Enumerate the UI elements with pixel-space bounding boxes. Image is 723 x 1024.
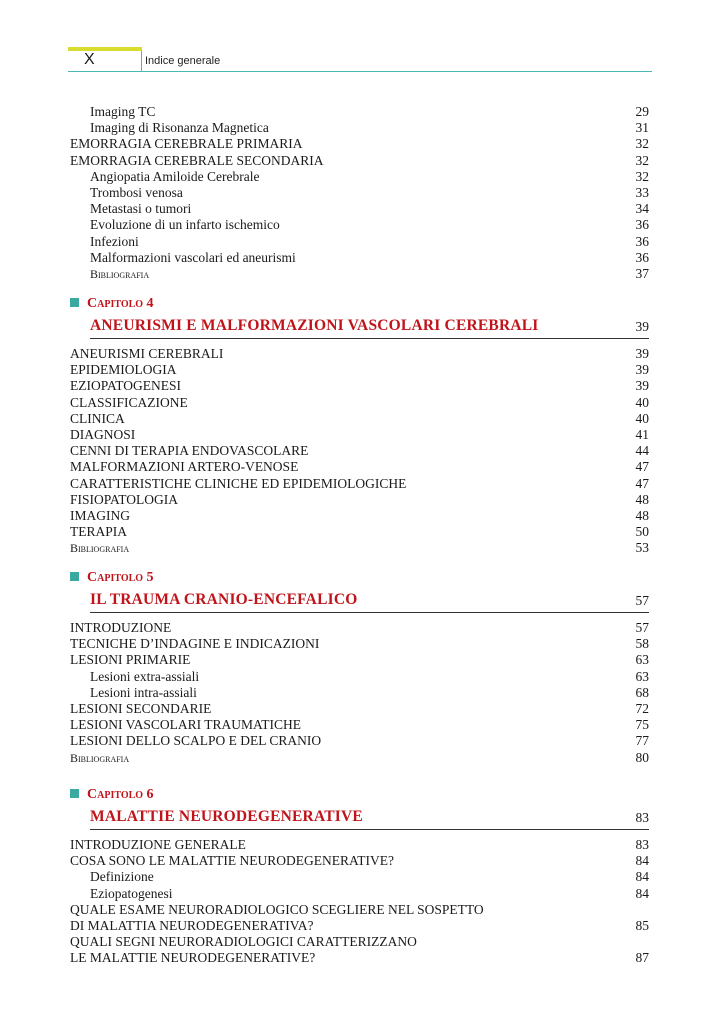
toc-entry[interactable] [0,250,723,266]
toc-entry[interactable] [0,886,723,902]
toc-entry-page: 83 [635,837,649,852]
toc-entry-page: 34 [635,201,649,217]
toc-entry-title: Angiopatia Amiloide Cerebrale [90,168,260,184]
toc-entry-page: 63 [635,668,649,684]
chapter-title: MALATTIE NEURODEGENERATIVE [90,808,363,825]
toc-entry-page: 32 [635,152,649,168]
toc-entry[interactable] [0,346,723,362]
toc-entry-title: QUALI SEGNI NEURORADIOLOGICI CARATTERIZZANO [70,934,417,950]
toc-entry-page: 41 [635,427,649,442]
toc-entry[interactable] [0,902,723,918]
toc-entry-title: CENNI DI TERAPIA ENDOVASCOLARE [70,443,309,459]
toc-entry-title: DI MALATTIA NEURODEGENERATIVA? [70,918,314,933]
toc-entry[interactable] [0,476,723,492]
toc-entry[interactable] [0,104,723,120]
toc-entry-page: 39 [635,378,649,394]
toc-entry-title: Lesioni extra-assiali [90,668,200,684]
toc-entry-page: 57 [635,620,649,635]
toc-entry-title: Metastasi o tumori [90,201,192,217]
toc-entry-title: EZIOPATOGENESI [70,378,182,394]
toc-entry-title: CLASSIFICAZIONE [70,394,188,410]
chapter-rule [90,612,649,613]
toc-entry[interactable] [0,411,723,427]
chapter-label [70,787,154,805]
toc-entry-page: 36 [635,233,649,249]
toc-entry[interactable] [0,701,723,717]
toc-entry[interactable] [0,136,723,152]
toc-entry[interactable] [0,378,723,394]
chapter-title-row[interactable] [0,591,723,613]
chapter-label [70,570,154,588]
toc-entry-page: 85 [635,918,649,933]
toc-entry-title: LE MALATTIE NEURODEGENERATIVE? [70,950,316,966]
toc-entry-page: 68 [635,684,649,700]
toc-entry-page: 32 [635,168,649,184]
toc-entry[interactable] [0,459,723,475]
toc-entry-title: Eziopatogenesi [90,885,173,901]
toc-entry-page: 36 [635,249,649,265]
toc-entry-page: 80 [635,749,649,765]
toc-entry-page: 39 [635,362,649,378]
toc-entry-title: Evoluzione di un infarto ischemico [90,217,280,233]
square-bullet-icon [70,298,79,307]
toc-entry[interactable] [0,733,723,749]
toc-entry[interactable] [0,620,723,636]
toc-entry-title: Imaging di Risonanza Magnetica [90,120,269,136]
toc-entry-page: 77 [635,733,649,749]
chapter-page: 83 [635,810,649,825]
chapter-title: IL TRAUMA CRANIO-ENCEFALICO [90,591,358,608]
toc-entry-page: 53 [635,540,649,556]
toc-entry-page: 84 [635,885,649,901]
toc-entry-title: LESIONI SECONDARIE [70,701,212,716]
toc-entry-title: Bibliografia [90,267,150,281]
chapter-title-row[interactable] [0,317,723,339]
toc-entry-title: Trombosi venosa [90,185,183,200]
chapter-number: Capitolo 4 [87,296,154,311]
chapter-title: ANEURISMI E MALFORMAZIONI VASCOLARI CEREBRALI [90,317,539,334]
toc-entry[interactable] [0,185,723,201]
toc-entry[interactable] [0,153,723,169]
toc-entry[interactable] [0,636,723,652]
toc-entry-page: 63 [635,652,649,668]
toc-entry-page: 84 [635,869,649,885]
toc-entry-title: INTRODUZIONE [70,620,172,635]
toc-entry-title: Definizione [90,869,154,885]
chapter-label [70,296,154,314]
toc-entry[interactable] [0,540,723,556]
chapter-number: Capitolo 5 [87,570,154,585]
toc-entry-page: 33 [635,185,649,200]
toc-entry-title: DIAGNOSI [70,427,136,442]
page-number: X [84,51,95,68]
toc-entry-title: FISIOPATOLOGIA [70,491,179,507]
toc-entry[interactable] [0,443,723,459]
toc-entry-page: 36 [635,217,649,233]
toc-entry-page: 47 [635,475,649,491]
toc-entry-title: INTRODUZIONE GENERALE [70,837,246,852]
toc-entry[interactable] [0,395,723,411]
toc-entry-title: Imaging TC [90,104,156,119]
chapter-rule [90,829,649,830]
toc-entry-title: LESIONI DELLO SCALPO E DEL CRANIO [70,733,322,749]
toc-entry-title: EMORRAGIA CEREBRALE SECONDARIA [70,152,324,168]
toc-entry-page: 50 [635,524,649,540]
toc-entry[interactable] [0,750,723,766]
toc-entry[interactable] [0,120,723,136]
toc-entry[interactable] [0,717,723,733]
toc-entry[interactable] [0,950,723,966]
toc-entry[interactable] [0,869,723,885]
toc-entry[interactable] [0,669,723,685]
toc-entry-page: 44 [635,443,649,459]
toc-entry-title: Malformazioni vascolari ed aneurismi [90,249,296,265]
toc-entry[interactable] [0,217,723,233]
toc-entry-page: 40 [635,410,649,426]
toc-entry-page: 31 [635,120,649,136]
toc-entry[interactable] [0,508,723,524]
toc-entry-page: 39 [635,346,649,361]
toc-entry-page: 72 [635,701,649,716]
toc-entry-title: COSA SONO LE MALATTIE NEURODEGENERATIVE? [70,853,394,869]
toc-entry-title: Bibliografia [70,541,130,556]
toc-entry[interactable] [0,524,723,540]
toc-entry[interactable] [0,837,723,853]
chapter-page: 57 [635,593,649,608]
toc-entry[interactable] [0,234,723,250]
toc-entry-title: TECNICHE D’INDAGINE E INDICAZIONI [70,636,320,652]
chapter-page: 39 [635,319,649,334]
toc-entry[interactable] [0,427,723,443]
toc-entry[interactable] [0,853,723,869]
toc-entry-title: CLINICA [70,410,125,426]
toc-entry-title: EPIDEMIOLOGIA [70,362,177,378]
toc-entry-title: ANEURISMI CEREBRALI [70,346,224,361]
toc-entry-page: 75 [635,717,649,733]
toc-entry-title: TERAPIA [70,524,127,540]
toc-entry[interactable] [0,266,723,282]
toc-entry[interactable] [0,362,723,378]
toc-entry-title: QUALE ESAME NEURORADIOLOGICO SCEGLIERE NEL SOSPETTO [70,901,484,917]
toc-entry-page: 32 [635,136,649,152]
chapter-title-row[interactable] [0,808,723,830]
toc-entry-title: Infezioni [90,233,139,249]
toc-entry-page: 29 [635,104,649,119]
toc-entry[interactable] [0,201,723,217]
toc-entry[interactable] [0,934,723,950]
toc-entry[interactable] [0,169,723,185]
toc-entry-title: Lesioni intra-assiali [90,684,197,700]
chapter-number: Capitolo 6 [87,787,154,802]
square-bullet-icon [70,789,79,798]
running-header-title: Indice generale [145,55,221,67]
toc-entry-title: Bibliografia [70,750,130,765]
square-bullet-icon [70,572,79,581]
toc-entry-page: 58 [635,636,649,652]
toc-entry-page: 37 [635,266,649,281]
toc-entry-title: MALFORMAZIONI ARTERO-VENOSE [70,459,299,475]
toc-entry-page: 40 [635,394,649,410]
toc-entry-page: 84 [635,853,649,869]
toc-entry[interactable] [0,685,723,701]
toc-entry[interactable] [0,918,723,934]
chapter-rule [90,338,649,339]
toc-entry-page: 47 [635,459,649,475]
toc-entry-title: LESIONI VASCOLARI TRAUMATICHE [70,717,302,733]
toc-entry-title: CARATTERISTICHE CLINICHE ED EPIDEMIOLOGICHE [70,475,407,491]
toc-entry[interactable] [0,492,723,508]
toc-entry-title: IMAGING [70,508,130,523]
toc-entry-page: 48 [635,491,649,507]
toc-entry[interactable] [0,652,723,668]
toc-entry-page: 48 [635,508,649,523]
toc-entry-title: EMORRAGIA CEREBRALE PRIMARIA [70,136,303,152]
toc-entry-page: 87 [635,950,649,966]
toc-entry-title: LESIONI PRIMARIE [70,652,191,668]
